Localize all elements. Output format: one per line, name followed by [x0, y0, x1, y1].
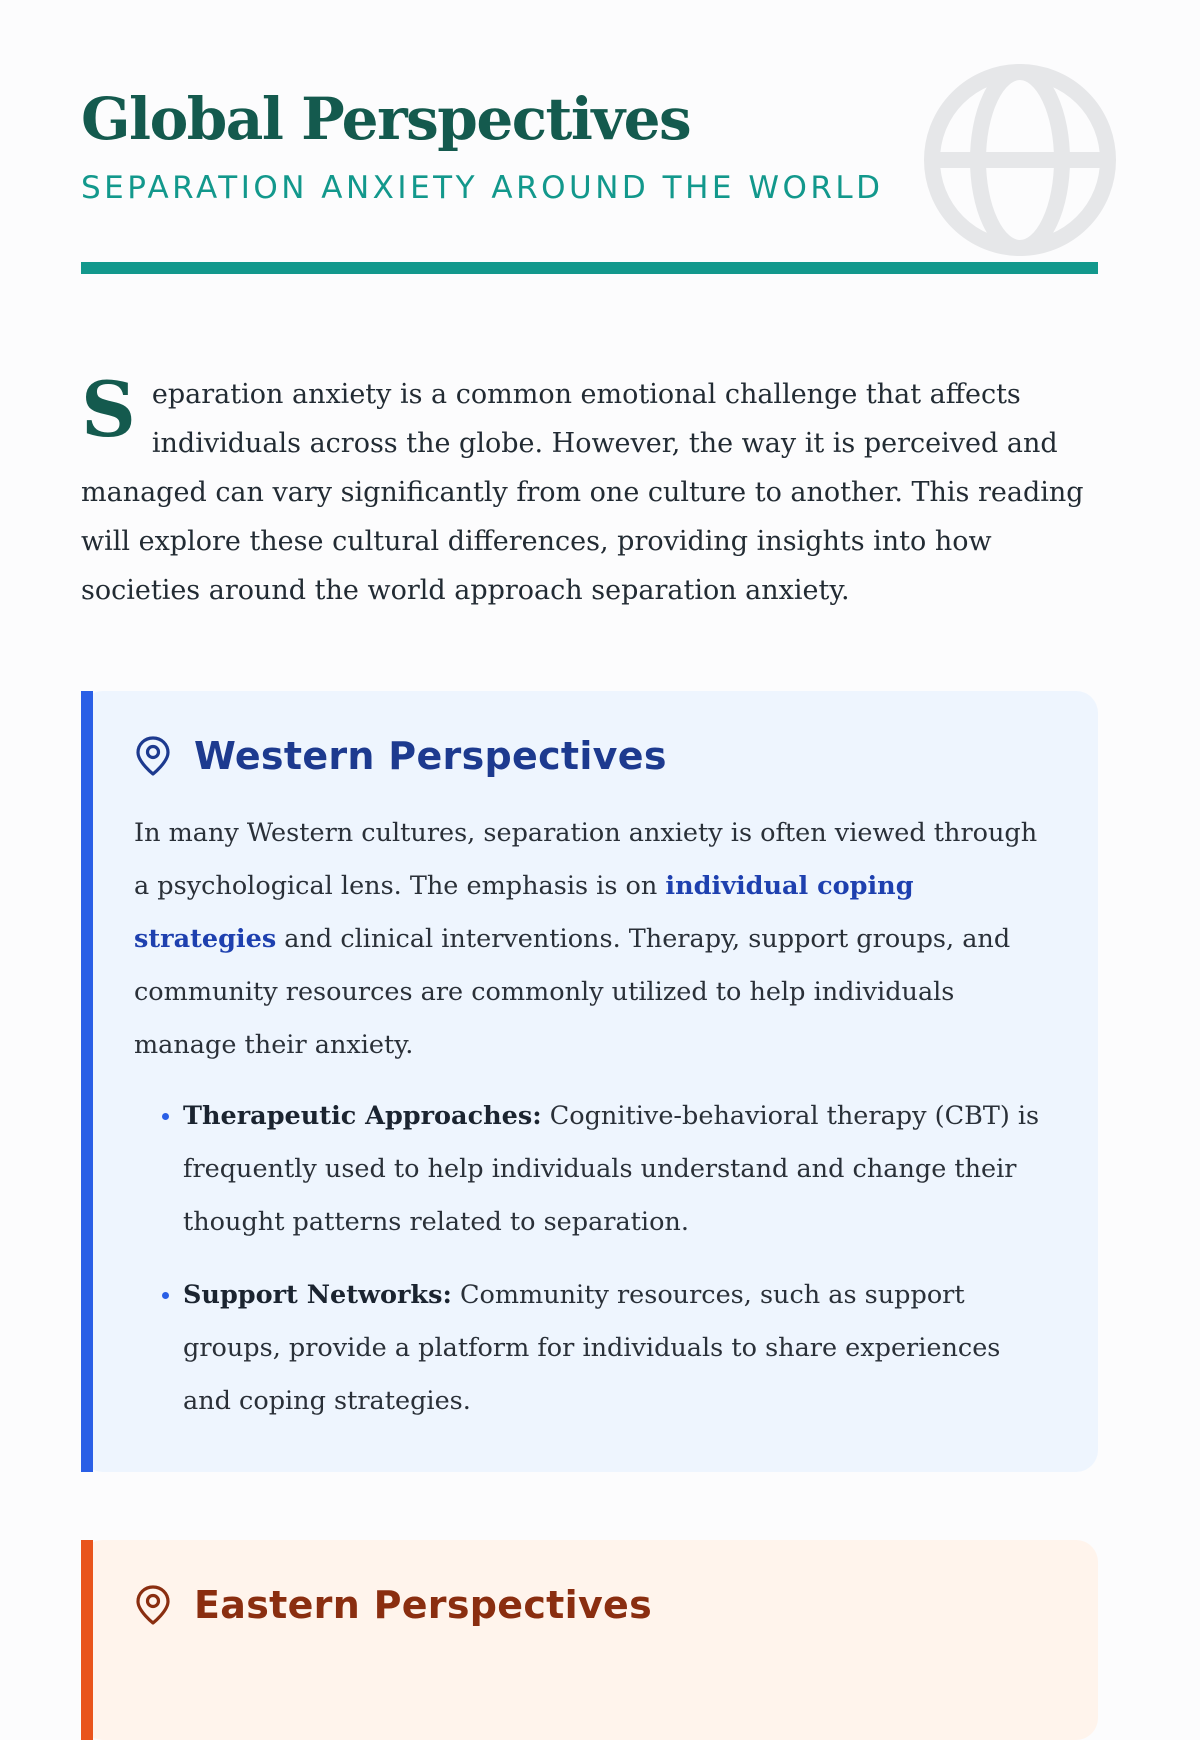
page-title: Global Perspectives	[81, 85, 691, 153]
section-body-text: and clinical interventions. Therapy, support groups, and community resources are commonly utilized to help individuals manage their anxiety.	[134, 924, 1011, 1060]
key-points-list	[134, 1090, 1052, 1428]
page-subtitle: SEPARATION ANXIETY AROUND THE WORLD	[81, 170, 884, 206]
point-label: Therapeutic Approaches:	[183, 1101, 542, 1131]
map-pin-icon	[134, 735, 172, 777]
page-header	[81, 0, 1098, 274]
section-body-text: In many Western cultures, separation anxiety is often viewed through a psychological lens. The emphasis is on	[134, 818, 1038, 901]
section-heading	[134, 731, 1052, 781]
map-pin-icon	[134, 1584, 172, 1626]
intro-text: eparation anxiety is a common emotional challenge that affects individuals across the globe. However, the way it is perceived and managed can vary significantly from one culture to another. This reading will explore these cultural differences, providing insights into how societies around the world approach separation anxiety.	[81, 379, 1084, 606]
point-label: Support Networks:	[183, 1280, 452, 1310]
point-text: Cognitive-behavioral therapy (CBT) is frequently used to help individuals understand and change their thought patterns related to separation.	[183, 1101, 1040, 1237]
section-body	[134, 807, 1052, 1072]
section-heading	[134, 1580, 1052, 1630]
point-text: Community resources, such as support groups, provide a platform for individuals to share experiences and coping strategies.	[183, 1280, 1001, 1416]
intro-paragraph	[81, 365, 1098, 615]
list-item	[183, 1269, 1052, 1428]
highlighted-term: individual coping strategies	[134, 871, 914, 954]
western-perspectives-card	[81, 691, 1098, 1472]
section-title: Eastern Perspectives	[194, 1583, 653, 1627]
drop-cap: S	[81, 365, 136, 454]
list-item	[183, 1090, 1052, 1249]
globe-icon	[920, 60, 1120, 260]
eastern-perspectives-card	[81, 1540, 1098, 1740]
section-title: Western Perspectives	[194, 734, 667, 778]
